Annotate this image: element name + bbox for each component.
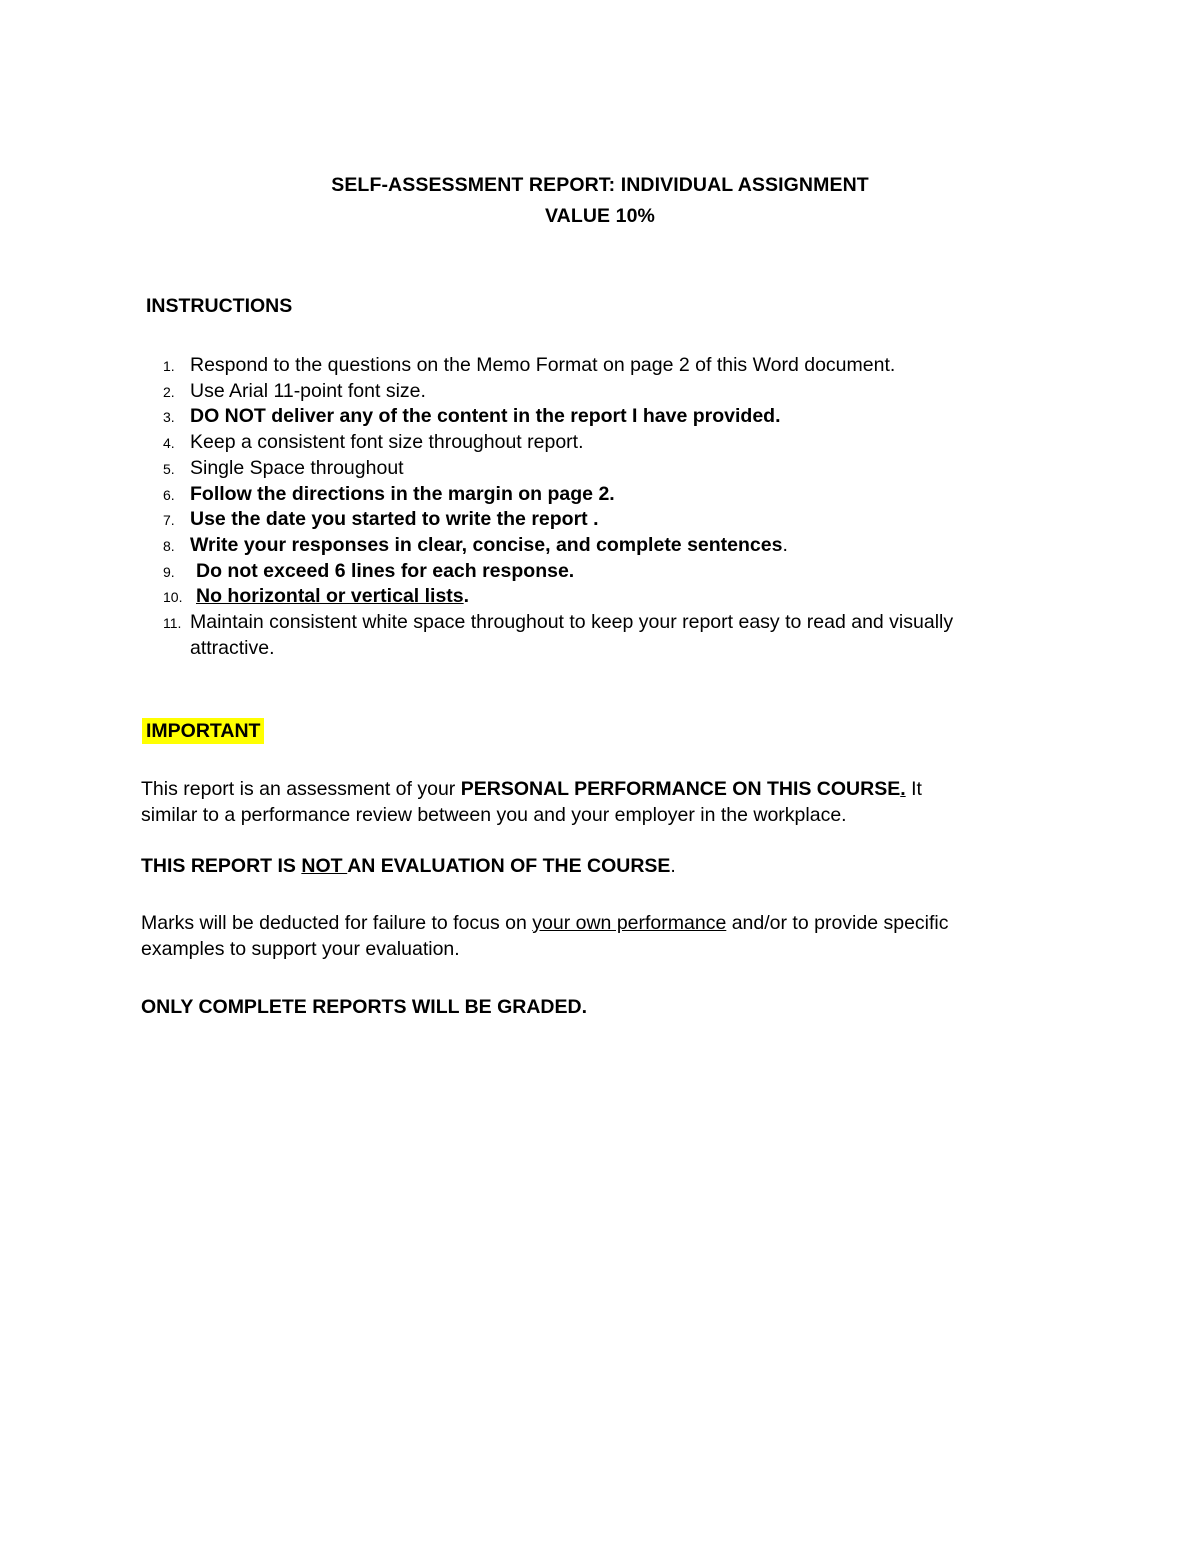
list-item-text	[196, 583, 1056, 609]
list-item-number: 6.	[163, 486, 175, 503]
paragraph-text: This report is an assessment of your	[141, 778, 461, 800]
paragraph-text: AN EVALUATION OF THE COURSE	[347, 855, 671, 877]
list-item-tail: .	[782, 534, 788, 556]
list-item-text: Single Space throughout	[190, 456, 404, 479]
list-item-text-line1: Maintain consistent white space throughout to keep your report easy to read and visually	[190, 611, 954, 633]
list-item-number: 4.	[163, 435, 175, 451]
list-item-bold-text: Write your responses in clear, concise, and complete sentences	[190, 534, 783, 556]
paragraph-not-evaluation	[141, 853, 1061, 879]
list-item-number: 11.	[163, 615, 182, 631]
paragraph-complete-reports: ONLY COMPLETE REPORTS WILL BE GRADED.	[141, 996, 588, 1018]
paragraph-underlined-not: NOT	[301, 855, 348, 877]
document-title: SELF-ASSESSMENT REPORT: INDIVIDUAL ASSIGNMENT	[331, 174, 869, 196]
paragraph-text-line2: examples to support your evaluation.	[141, 938, 460, 960]
list-item-text: DO NOT deliver any of the content in the report I have provided.	[190, 405, 781, 427]
list-item-text: Respond to the questions on the Memo Format on page 2 of this Word document.	[190, 354, 896, 376]
list-item-number: 8.	[163, 538, 175, 554]
list-item-text: Use the date you started to write the report .	[190, 508, 599, 530]
important-highlight-label: IMPORTANT	[142, 718, 264, 744]
document-subtitle-value: VALUE 10%	[545, 205, 655, 227]
paragraph-marks-deducted	[141, 910, 1061, 962]
list-item-text: Do not exceed 6 lines for each response.	[196, 559, 575, 582]
list-item-underlined-text: No horizontal or vertical lists	[196, 585, 464, 607]
paragraph-bold-text: PERSONAL PERFORMANCE ON THIS COURSE	[460, 778, 901, 800]
paragraph-dot: .	[670, 855, 676, 877]
paragraph-text: and/or to provide specific	[726, 912, 949, 934]
list-item-text: Follow the directions in the margin on page 2.	[190, 482, 615, 505]
list-item-text	[190, 609, 1050, 661]
paragraph-assessment	[141, 776, 1061, 828]
list-item-text: Keep a consistent font size throughout report.	[190, 431, 584, 453]
paragraph-text-line2: similar to a performance review between you and your employer in the workplace.	[141, 804, 847, 826]
list-item-number: 2.	[163, 383, 175, 400]
list-item-number: 9.	[163, 563, 175, 580]
list-item-number: 3.	[163, 409, 175, 425]
list-item-text: Use Arial 11-point font size.	[190, 379, 426, 402]
paragraph-text: It	[905, 778, 922, 800]
paragraph-text: THIS REPORT IS	[141, 855, 302, 877]
instructions-heading: INSTRUCTIONS	[146, 295, 293, 317]
list-item-number: 10.	[163, 589, 183, 605]
list-item-number: 1.	[163, 358, 175, 374]
list-item-text	[190, 532, 1050, 558]
paragraph-underlined-text: your own performance	[532, 912, 727, 934]
paragraph-text: Marks will be deducted for failure to focus on	[141, 912, 533, 934]
list-item-number: 5.	[163, 460, 175, 477]
list-item-text-line2: attractive.	[190, 637, 275, 659]
paragraph-bold-dot: .	[900, 778, 906, 800]
list-item-tail: .	[463, 585, 470, 607]
list-item-number: 7.	[163, 512, 175, 528]
